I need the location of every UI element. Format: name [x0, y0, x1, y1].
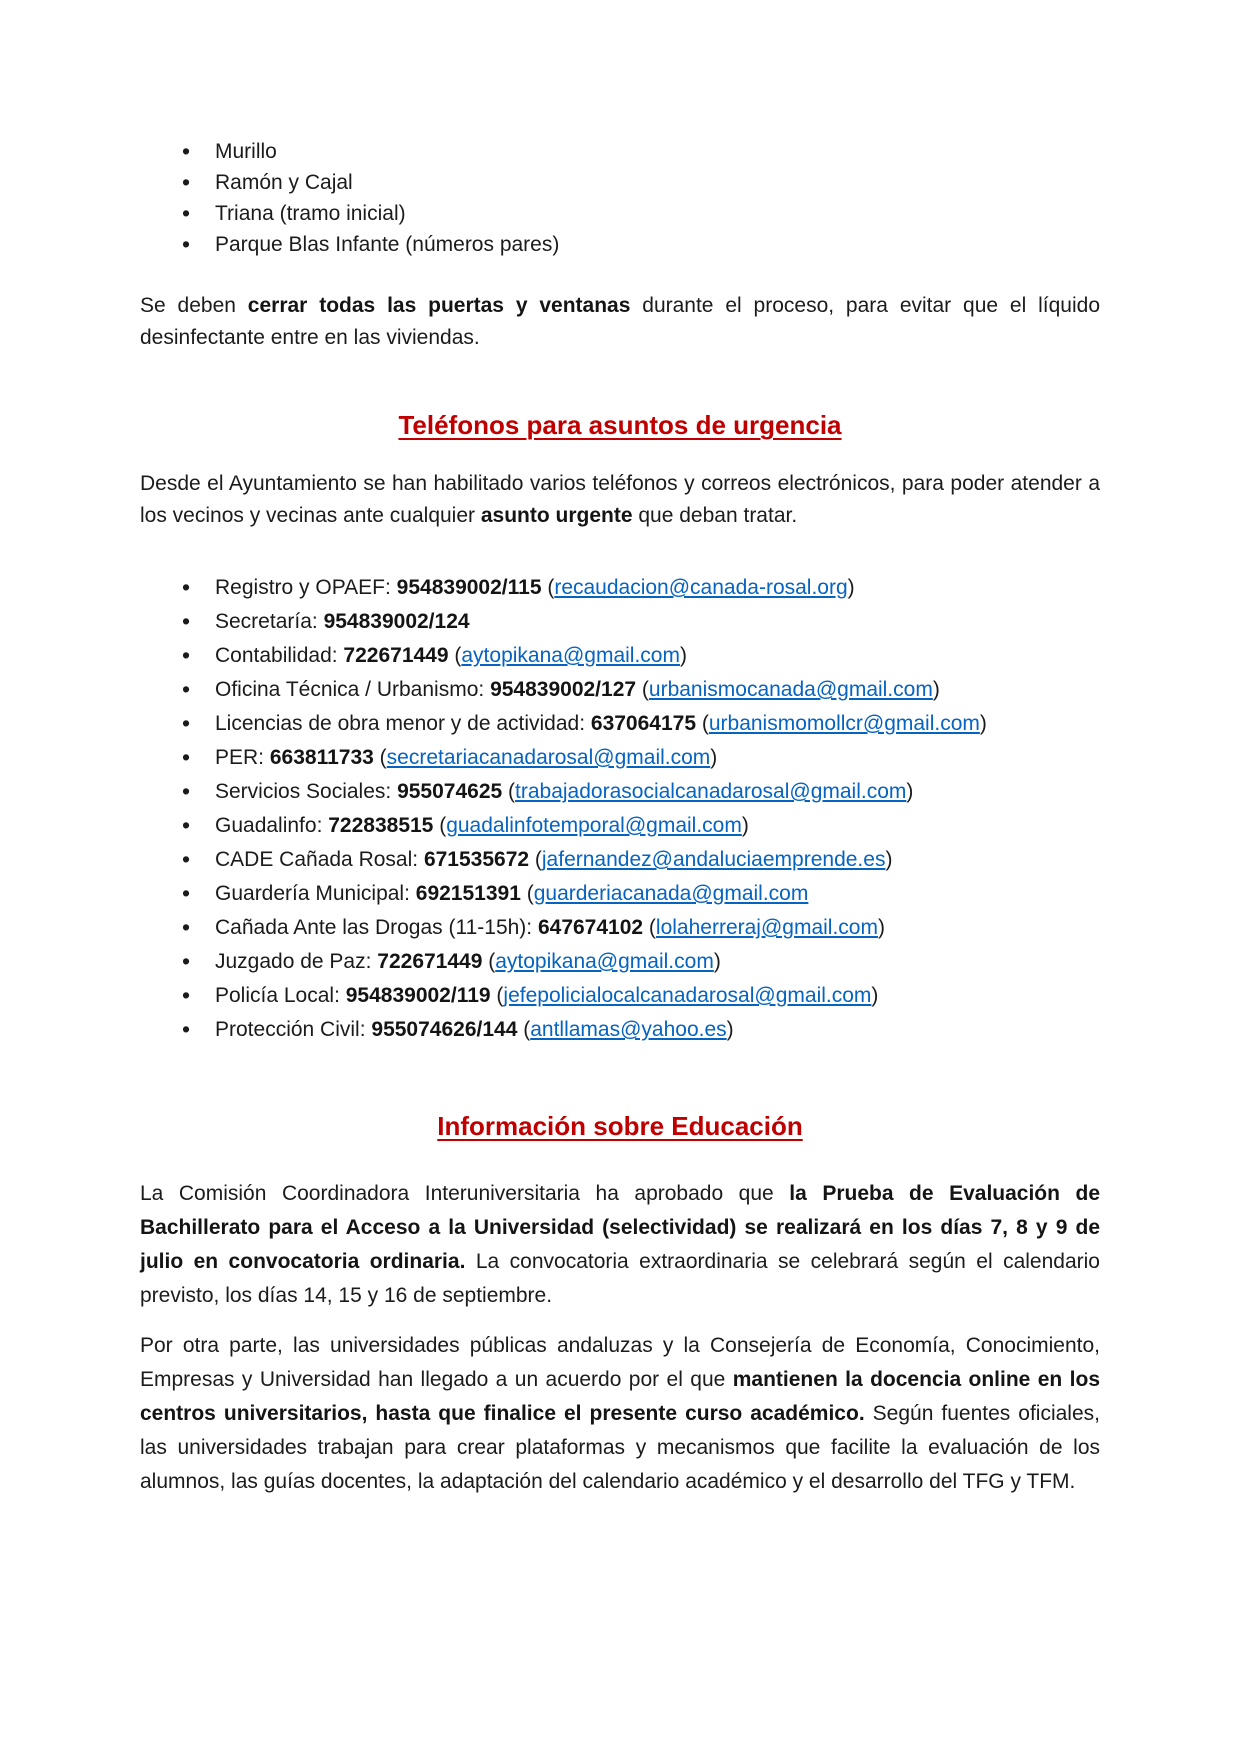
- phone-list-item: • Registro y OPAEF: 954839002/115 (recaudacion@canada-rosal.org): [182, 572, 1100, 603]
- phone-list-item: • Guardería Municipal: 692151391 (guarderiacanada@gmail.com: [182, 878, 1100, 909]
- bold-text-run: mantienen la docencia online en los centros universitarios, hasta que finalice el presente curso académico.: [140, 1368, 1100, 1425]
- text-run: Por otra parte, las universidades públicas andaluzas y la Consejería de Economía, Conocimiento, Empresas y Universidad han llegado a un acuerdo por el que: [140, 1334, 1100, 1391]
- phone-label: Servicios Sociales:: [215, 780, 398, 803]
- phone-list-item: [182, 606, 1100, 637]
- phone-list-item: • Policía Local: 954839002/119 (jefepolicialocalcanadarosal@gmail.com): [182, 980, 1100, 1011]
- bold-text-run: cerrar todas las puertas y ventanas: [247, 294, 631, 317]
- text-run: Según fuentes oficiales, las universidades trabajan para crear plataformas y mecanismos que facilite la evaluación de los alumnos, las guías docentes, la adaptación del calendario académico y el desarrollo del TFG y TFM.: [140, 1402, 1100, 1493]
- phone-number: 671535672: [423, 848, 530, 871]
- phone-label: Cañada Ante las Drogas (11-15h):: [215, 916, 538, 939]
- phone-label: Contabilidad:: [215, 644, 344, 667]
- phone-list-item: • Cañada Ante las Drogas (11-15h): 647674102 (lolaherreraj@gmail.com): [182, 912, 1100, 943]
- phone-number: 955074626/144: [371, 1018, 518, 1041]
- street-list-item: • Murillo: [182, 136, 1100, 167]
- phone-label: Oficina Técnica / Urbanismo:: [215, 678, 491, 701]
- phone-number: 647674102: [537, 916, 644, 939]
- phone-label: Juzgado de Paz:: [215, 950, 378, 973]
- email-link[interactable]: jafernandez@andaluciaemprende.es: [541, 848, 886, 871]
- phone-number: 955074625: [397, 780, 503, 803]
- phone-label: Registro y OPAEF:: [215, 576, 397, 599]
- phone-number: 663811733: [269, 746, 374, 769]
- street-list-item: • Parque Blas Infante (números pares): [182, 229, 1100, 260]
- street-list-item: • Triana (tramo inicial): [182, 198, 1100, 229]
- phone-label: CADE Cañada Rosal:: [215, 848, 424, 871]
- phone-number: 954839002/127: [490, 678, 637, 701]
- bold-text-run: la Prueba de Evaluación de Bachillerato para el Acceso a la Universidad (selectividad) se realizará en los días 7, 8 y 9 de julio en convocatoria ordinaria.: [140, 1182, 1101, 1273]
- email-link[interactable]: urbanismocanada@gmail.com: [648, 678, 933, 701]
- phone-number: 954839002/124: [323, 610, 470, 633]
- phones-heading: [140, 406, 1100, 444]
- text-run: Desde el Ayuntamiento se han habilitado varios teléfonos y correos electrónicos, para poder atender a los vecinos y vecinas ante cualquier: [140, 472, 1100, 527]
- phones-heading-text: Teléfonos para asuntos de urgencia: [398, 410, 842, 440]
- phone-number: 722838515: [328, 814, 434, 837]
- phone-list: [140, 572, 1100, 1045]
- text-run: La convocatoria extraordinaria se celebrará según el calendario previsto, los días 14, 15 y 16 de septiembre.: [140, 1250, 1100, 1307]
- education-heading: [140, 1107, 1100, 1145]
- email-link[interactable]: trabajadorasocialcanadarosal@gmail.com: [515, 780, 907, 803]
- phone-label: PER:: [215, 746, 270, 769]
- street-list-item: • Ramón y Cajal: [182, 167, 1100, 198]
- phone-label: Protección Civil:: [215, 1018, 372, 1041]
- phone-list-item: • Guadalinfo: 722838515 (guadalinfotemporal@gmail.com): [182, 810, 1100, 841]
- email-link[interactable]: secretariacanadarosal@gmail.com: [386, 746, 711, 769]
- text-run: durante el proceso, para evitar que el líquido desinfectante entre en las viviendas.: [140, 294, 1100, 349]
- phone-label: Licencias de obra menor y de actividad:: [215, 712, 591, 735]
- phone-label: Guardería Municipal:: [215, 882, 416, 905]
- email-link[interactable]: aytopikana@gmail.com: [461, 644, 680, 667]
- phone-number: 692151391: [415, 882, 521, 905]
- email-link[interactable]: guadalinfotemporal@gmail.com: [446, 814, 742, 837]
- email-link[interactable]: recaudacion@canada-rosal.org: [554, 576, 848, 599]
- doors-paragraph: [140, 290, 1100, 354]
- education-paragraph-2: [140, 1329, 1100, 1499]
- text-run: La Comisión Coordinadora Interuniversitaria ha aprobado que: [140, 1182, 790, 1205]
- phone-label: Policía Local:: [215, 984, 346, 1007]
- email-link[interactable]: urbanismomollcr@gmail.com: [708, 712, 980, 735]
- phone-number: 637064175: [590, 712, 697, 735]
- phone-list-item: • Protección Civil: 955074626/144 (antllamas@yahoo.es): [182, 1014, 1100, 1045]
- email-link[interactable]: antllamas@yahoo.es: [530, 1018, 727, 1041]
- phone-label: Secretaría:: [215, 610, 324, 633]
- phone-number: 954839002/119: [345, 984, 491, 1007]
- bold-text-run: asunto urgente: [480, 504, 633, 527]
- phone-list-item: • Licencias de obra menor y de actividad: 637064175 (urbanismomollcr@gmail.com): [182, 708, 1100, 739]
- email-link[interactable]: aytopikana@gmail.com: [495, 950, 714, 973]
- text-run: Se deben: [140, 294, 248, 317]
- text-run: que deban tratar.: [632, 504, 798, 527]
- email-link[interactable]: guarderiacanada@gmail.com: [533, 882, 809, 905]
- street-list: [140, 136, 1100, 260]
- phone-list-item: • CADE Cañada Rosal: 671535672 (jafernandez@andaluciaemprende.es): [182, 844, 1100, 875]
- email-link[interactable]: jefepolicialocalcanadarosal@gmail.com: [503, 984, 872, 1007]
- phone-number: 722671449: [343, 644, 449, 667]
- email-link[interactable]: lolaherreraj@gmail.com: [655, 916, 878, 939]
- phone-list-item: • Contabilidad: 722671449 (aytopikana@gmail.com): [182, 640, 1100, 671]
- phone-label: Guadalinfo:: [215, 814, 329, 837]
- phone-list-item: • Servicios Sociales: 955074625 (trabajadorasocialcanadarosal@gmail.com): [182, 776, 1100, 807]
- phone-list-item: • PER: 663811733 (secretariacanadarosal@gmail.com): [182, 742, 1100, 773]
- phones-intro-paragraph: [140, 468, 1100, 532]
- phone-list-item: • Oficina Técnica / Urbanismo: 954839002/127 (urbanismocanada@gmail.com): [182, 674, 1100, 705]
- phone-number: 722671449: [377, 950, 483, 973]
- education-paragraph-1: [140, 1177, 1100, 1313]
- phone-list-item: • Juzgado de Paz: 722671449 (aytopikana@gmail.com): [182, 946, 1100, 977]
- education-heading-text: Información sobre Educación: [437, 1111, 803, 1141]
- phone-number: 954839002/115: [396, 576, 542, 599]
